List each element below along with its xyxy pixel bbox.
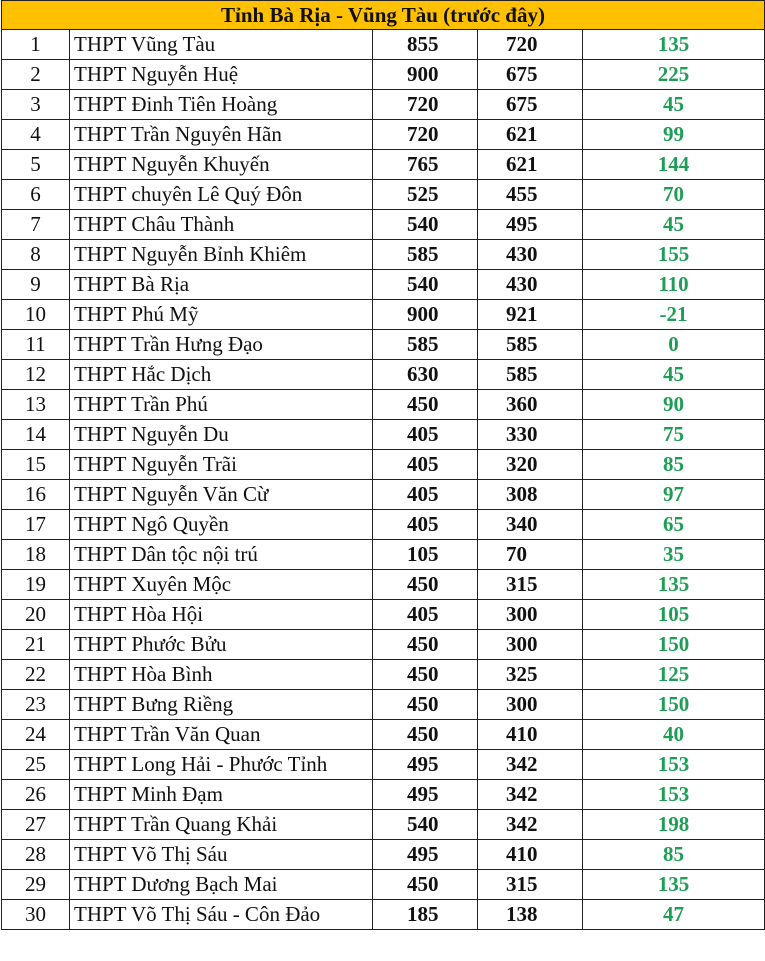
school-name: THPT Phú Mỹ <box>70 300 373 330</box>
school-name: THPT Ngô Quyền <box>70 510 373 540</box>
table-row <box>2 900 765 930</box>
quota-value-b: 342 <box>478 810 583 840</box>
school-name: THPT Trần Hưng Đạo <box>70 330 373 360</box>
quota-value-b: 342 <box>478 780 583 810</box>
quota-difference: -21 <box>583 300 765 330</box>
row-index: 9 <box>2 270 70 300</box>
quota-value-a: 525 <box>373 180 478 210</box>
school-name: THPT Bưng Riềng <box>70 690 373 720</box>
row-index: 16 <box>2 480 70 510</box>
table-row <box>2 600 765 630</box>
table-row <box>2 450 765 480</box>
school-name: THPT chuyên Lê Quý Đôn <box>70 180 373 210</box>
school-name: THPT Nguyễn Bỉnh Khiêm <box>70 240 373 270</box>
quota-value-a: 540 <box>373 210 478 240</box>
quota-difference: 125 <box>583 660 765 690</box>
school-name: THPT Vũng Tàu <box>70 30 373 60</box>
quota-value-a: 495 <box>373 780 478 810</box>
school-name: THPT Châu Thành <box>70 210 373 240</box>
row-index: 11 <box>2 330 70 360</box>
quota-value-b: 585 <box>478 330 583 360</box>
school-name: THPT Minh Đạm <box>70 780 373 810</box>
row-index: 12 <box>2 360 70 390</box>
quota-value-b: 585 <box>478 360 583 390</box>
school-name: THPT Dân tộc nội trú <box>70 540 373 570</box>
quota-value-b: 138 <box>478 900 583 930</box>
school-name: THPT Hòa Hội <box>70 600 373 630</box>
quota-value-a: 450 <box>373 630 478 660</box>
table-title: Tỉnh Bà Rịa - Vũng Tàu (trước đây) <box>2 1 765 30</box>
row-index: 27 <box>2 810 70 840</box>
table-row <box>2 390 765 420</box>
quota-difference: 135 <box>583 570 765 600</box>
quota-value-a: 630 <box>373 360 478 390</box>
table-row <box>2 90 765 120</box>
school-quota-table <box>1 0 765 930</box>
table-row <box>2 30 765 60</box>
quota-value-b: 410 <box>478 840 583 870</box>
row-index: 21 <box>2 630 70 660</box>
school-name: THPT Nguyễn Trãi <box>70 450 373 480</box>
row-index: 3 <box>2 90 70 120</box>
quota-value-b: 308 <box>478 480 583 510</box>
table-row <box>2 60 765 90</box>
quota-difference: 150 <box>583 690 765 720</box>
quota-value-b: 300 <box>478 600 583 630</box>
table-row <box>2 750 765 780</box>
quota-value-a: 105 <box>373 540 478 570</box>
row-index: 6 <box>2 180 70 210</box>
quota-difference: 225 <box>583 60 765 90</box>
row-index: 29 <box>2 870 70 900</box>
quota-difference: 150 <box>583 630 765 660</box>
quota-value-b: 621 <box>478 120 583 150</box>
row-index: 23 <box>2 690 70 720</box>
quota-difference: 45 <box>583 210 765 240</box>
quota-value-a: 185 <box>373 900 478 930</box>
quota-value-b: 410 <box>478 720 583 750</box>
row-index: 22 <box>2 660 70 690</box>
quota-difference: 144 <box>583 150 765 180</box>
quota-difference: 40 <box>583 720 765 750</box>
quota-value-b: 675 <box>478 60 583 90</box>
table-row <box>2 120 765 150</box>
quota-value-b: 675 <box>478 90 583 120</box>
table-row <box>2 810 765 840</box>
quota-difference: 99 <box>583 120 765 150</box>
row-index: 19 <box>2 570 70 600</box>
row-index: 15 <box>2 450 70 480</box>
table-row <box>2 660 765 690</box>
quota-difference: 97 <box>583 480 765 510</box>
school-name: THPT Nguyễn Du <box>70 420 373 450</box>
table-row <box>2 300 765 330</box>
quota-difference: 198 <box>583 810 765 840</box>
table-row <box>2 690 765 720</box>
table-row <box>2 720 765 750</box>
row-index: 1 <box>2 30 70 60</box>
quota-value-b: 70 <box>478 540 583 570</box>
quota-value-a: 495 <box>373 840 478 870</box>
quota-difference: 153 <box>583 750 765 780</box>
quota-value-b: 340 <box>478 510 583 540</box>
table-row <box>2 270 765 300</box>
quota-value-b: 315 <box>478 570 583 600</box>
school-name: THPT Đinh Tiên Hoàng <box>70 90 373 120</box>
school-name: THPT Trần Nguyên Hãn <box>70 120 373 150</box>
quota-difference: 47 <box>583 900 765 930</box>
quota-value-a: 450 <box>373 390 478 420</box>
quota-value-a: 900 <box>373 300 478 330</box>
row-index: 28 <box>2 840 70 870</box>
quota-difference: 110 <box>583 270 765 300</box>
quota-value-a: 450 <box>373 570 478 600</box>
quota-value-a: 405 <box>373 450 478 480</box>
quota-value-a: 720 <box>373 120 478 150</box>
quota-value-a: 405 <box>373 480 478 510</box>
quota-difference: 65 <box>583 510 765 540</box>
school-name: THPT Xuyên Mộc <box>70 570 373 600</box>
quota-value-a: 405 <box>373 420 478 450</box>
quota-value-a: 765 <box>373 150 478 180</box>
row-index: 20 <box>2 600 70 630</box>
school-name: THPT Trần Văn Quan <box>70 720 373 750</box>
row-index: 24 <box>2 720 70 750</box>
quota-value-b: 455 <box>478 180 583 210</box>
table-row <box>2 150 765 180</box>
quota-value-b: 300 <box>478 690 583 720</box>
quota-value-a: 585 <box>373 240 478 270</box>
quota-difference: 85 <box>583 840 765 870</box>
school-name: THPT Nguyễn Huệ <box>70 60 373 90</box>
quota-value-a: 450 <box>373 870 478 900</box>
quota-value-b: 621 <box>478 150 583 180</box>
quota-value-b: 430 <box>478 240 583 270</box>
school-name: THPT Võ Thị Sáu - Côn Đảo <box>70 900 373 930</box>
quota-value-a: 900 <box>373 60 478 90</box>
quota-difference: 153 <box>583 780 765 810</box>
row-index: 14 <box>2 420 70 450</box>
table-row <box>2 240 765 270</box>
table-row <box>2 360 765 390</box>
quota-value-a: 540 <box>373 270 478 300</box>
quota-difference: 105 <box>583 600 765 630</box>
quota-value-b: 300 <box>478 630 583 660</box>
quota-value-a: 450 <box>373 720 478 750</box>
quota-difference: 45 <box>583 90 765 120</box>
quota-value-b: 360 <box>478 390 583 420</box>
quota-difference: 45 <box>583 360 765 390</box>
row-index: 7 <box>2 210 70 240</box>
table-row <box>2 510 765 540</box>
quota-value-a: 720 <box>373 90 478 120</box>
school-name: THPT Trần Quang Khải <box>70 810 373 840</box>
quota-value-b: 921 <box>478 300 583 330</box>
table-title-row <box>2 1 765 30</box>
quota-difference: 0 <box>583 330 765 360</box>
row-index: 13 <box>2 390 70 420</box>
quota-value-a: 495 <box>373 750 478 780</box>
row-index: 25 <box>2 750 70 780</box>
quota-value-b: 325 <box>478 660 583 690</box>
quota-difference: 85 <box>583 450 765 480</box>
row-index: 5 <box>2 150 70 180</box>
quota-difference: 155 <box>583 240 765 270</box>
row-index: 10 <box>2 300 70 330</box>
table-row <box>2 420 765 450</box>
quota-value-b: 495 <box>478 210 583 240</box>
row-index: 2 <box>2 60 70 90</box>
school-name: THPT Nguyễn Văn Cừ <box>70 480 373 510</box>
row-index: 30 <box>2 900 70 930</box>
quota-value-a: 405 <box>373 600 478 630</box>
quota-value-a: 855 <box>373 30 478 60</box>
school-name: THPT Hắc Dịch <box>70 360 373 390</box>
table-row <box>2 570 765 600</box>
quota-difference: 135 <box>583 870 765 900</box>
school-name: THPT Trần Phú <box>70 390 373 420</box>
quota-difference: 35 <box>583 540 765 570</box>
row-index: 4 <box>2 120 70 150</box>
row-index: 18 <box>2 540 70 570</box>
quota-value-a: 585 <box>373 330 478 360</box>
table-row <box>2 630 765 660</box>
quota-value-a: 450 <box>373 660 478 690</box>
quota-difference: 135 <box>583 30 765 60</box>
row-index: 17 <box>2 510 70 540</box>
table-row <box>2 330 765 360</box>
quota-value-b: 330 <box>478 420 583 450</box>
school-name: THPT Hòa Bình <box>70 660 373 690</box>
quota-difference: 75 <box>583 420 765 450</box>
school-name: THPT Bà Rịa <box>70 270 373 300</box>
school-name: THPT Phước Bửu <box>70 630 373 660</box>
table-row <box>2 780 765 810</box>
table-row <box>2 480 765 510</box>
table-row <box>2 840 765 870</box>
table-row <box>2 210 765 240</box>
quota-value-b: 342 <box>478 750 583 780</box>
quota-difference: 90 <box>583 390 765 420</box>
quota-value-b: 720 <box>478 30 583 60</box>
quota-difference: 70 <box>583 180 765 210</box>
quota-value-b: 315 <box>478 870 583 900</box>
quota-value-a: 450 <box>373 690 478 720</box>
table-body <box>2 30 765 930</box>
quota-value-a: 405 <box>373 510 478 540</box>
quota-value-b: 430 <box>478 270 583 300</box>
table-row <box>2 180 765 210</box>
school-name: THPT Nguyễn Khuyến <box>70 150 373 180</box>
table-row <box>2 540 765 570</box>
row-index: 26 <box>2 780 70 810</box>
school-name: THPT Võ Thị Sáu <box>70 840 373 870</box>
table-row <box>2 870 765 900</box>
school-name: THPT Dương Bạch Mai <box>70 870 373 900</box>
quota-value-a: 540 <box>373 810 478 840</box>
school-name: THPT Long Hải - Phước Tỉnh <box>70 750 373 780</box>
row-index: 8 <box>2 240 70 270</box>
quota-value-b: 320 <box>478 450 583 480</box>
